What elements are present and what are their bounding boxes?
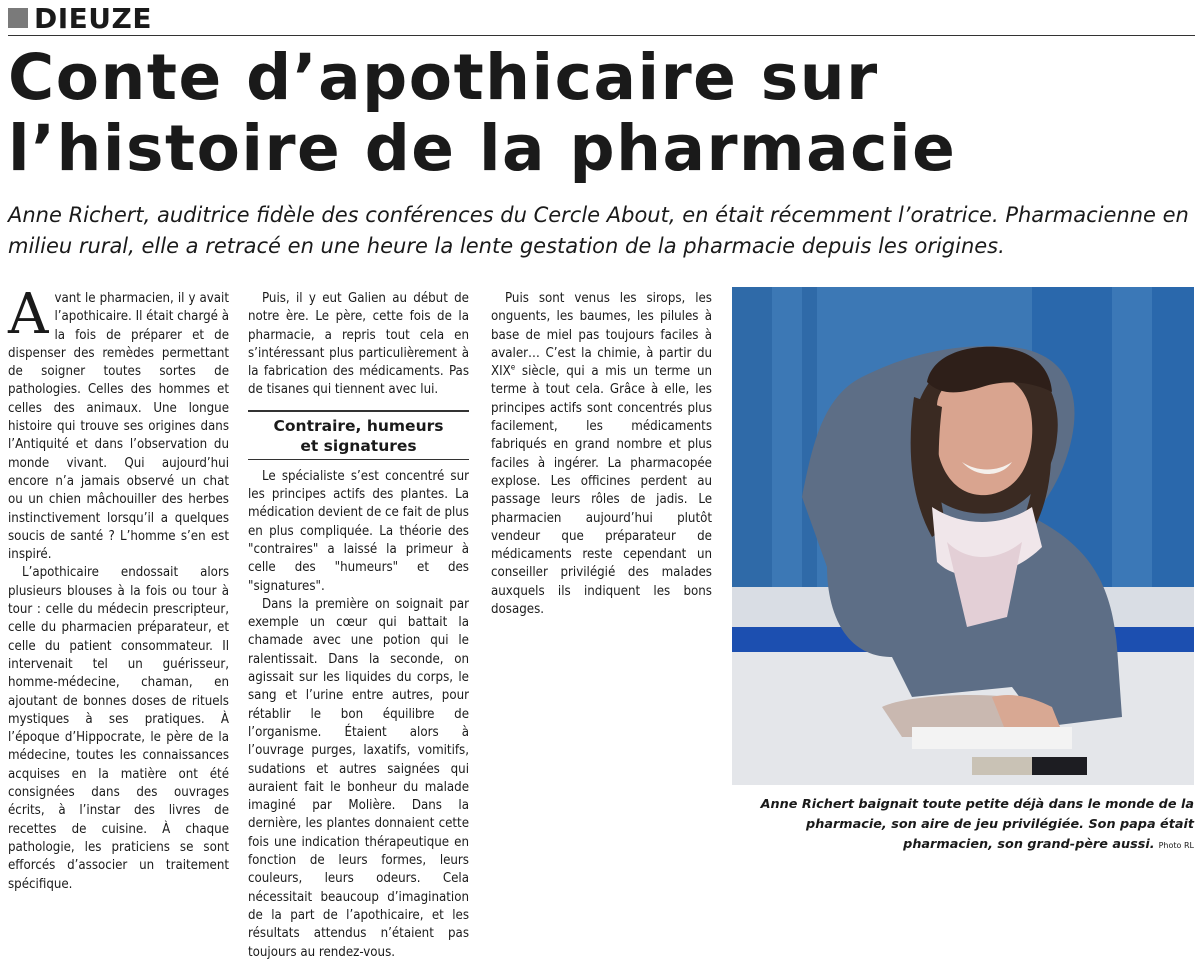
drop-cap: A xyxy=(8,282,49,347)
rubric-square-icon xyxy=(8,8,28,28)
paragraph-1-text: vant le pharmacien, il y avait l’apothicaire. Il était chargé à la fois de préparer et de dispenser des remèdes permettant de soigner toutes sortes de pathologies. Celles des hommes et celles des animaux. Une longue histoire qui trouve ses origines dans l’Antiquité et dans l’observation du monde vivant. Qui aujourd’hui encore n’a jamais observé un chat ou un chien mâchouiller des herbes instinctivement lorsqu’il a quelques soucis de santé ? L’homme s’en est inspiré. xyxy=(8,291,229,563)
article-paragraph-6 xyxy=(491,290,712,619)
subheading xyxy=(248,410,469,460)
caption-text: Anne Richert baignait toute petite déjà dans le monde de la pharmacie, son aire de jeu privilégiée. Son papa était pharmacien, son grand-père aussi. xyxy=(760,797,1194,852)
photo-credit: Photo RL xyxy=(1158,841,1194,850)
rubric-label: DIEUZE xyxy=(34,2,152,35)
photo-caption xyxy=(732,795,1194,856)
subheading-line-1: Contraire, humeurs xyxy=(273,416,444,435)
portrait-photo xyxy=(732,287,1194,785)
portrait-illustration xyxy=(732,287,1194,785)
article-paragraph-4: Le spécialiste s’est concentré sur les principes actifs des plantes. La médication devient de ce fait de plus en plus compliquée. La théorie des "contraires" a laissé la primeur à celle des "humeurs" et des "signatures". xyxy=(248,468,469,594)
superscript-e: e xyxy=(510,362,516,372)
headline-line-2: l’histoire de la pharmacie xyxy=(8,112,957,185)
paragraph-6-text-b: siècle, qui a mis un terme un terme à tout cela. Grâce à elle, les principes actifs sont concentrés plus facilement, les médicaments fabriqués en grand nombre et plus faciles à ingérer. La pharmacopée explose. Les officines perdent au passage leurs rôles de jadis. Le pharmacien aujourd’hui plutôt vendeur que préparateur de médicaments reste cependant un conseiller privilégié des malades auxquels ils indiquent les bons dosages. xyxy=(491,364,712,618)
headline xyxy=(8,42,1198,184)
article-column-3 xyxy=(491,290,712,619)
paragraph-6-text-a: Puis sont venus les sirops, les onguents, les baumes, les pilules à base de miel pas toujours faciles à avaler… C’est la chimie, à partir du XIX xyxy=(491,291,712,380)
article-paragraph-1 xyxy=(8,282,229,564)
article-paragraph-3: Puis, il y eut Galien au début de notre ère. Le père, cette fois de la pharmacie, a repris tout cela en s’intéressant plus particulièrement à la fabrication des médicaments. Pas de tisanes qui tiennent avec lui. xyxy=(248,291,469,398)
article-column-1 xyxy=(8,282,229,894)
article-column-2 xyxy=(248,290,469,962)
lead-paragraph: Anne Richert, auditrice fidèle des conférences du Cercle About, en était récemment l’oratrice. Pharmacienne en milieu rural, elle a retracé en une heure la lente gestation de la pharmacie depuis les origines. xyxy=(8,203,1189,258)
subheading-line-2: et signatures xyxy=(300,436,417,455)
headline-line-1: Conte d’apothicaire sur xyxy=(8,41,879,114)
section-rubric xyxy=(8,3,1195,36)
article-paragraph-2: L’apothicaire endossait alors plusieurs blouses à la fois ou tour à tour : celle du médecin prescripteur, celle du pharmacien préparateur, et celle du patient consommateur. Il intervenait tel un guérisseur, homme-médecine, chaman, en ajoutant de bonnes doses de rituels mystiques à ses pratiques. À l’époque d’Hippocrate, le père de la médecine, toutes les connaissances acquises en la matière ont été consignées dans des ouvrages écrits, à l’instar des livres de recettes de cuisine. À chaque pathologie, les praticiens se sont efforcés d’associer un traitement spécifique. xyxy=(8,565,229,892)
article-paragraph-5: Dans la première on soignait par exemple un cœur qui battait la chamade avec une potion qui le ralentissait. Dans la seconde, on agissait sur les liquides du corps, le sang et l’urine entre autres, pour rétablir le bon équilibre de l’organisme. Étaient alors à l’ouvrage purges, laxatifs, vomitifs, sudations et autres saignées qui auraient fait le bonheur du malade imaginé par Molière. Dans la dernière, les plantes donnaient cette fois une indication thérapeutique en fonction de leurs formes, leurs couleurs, leurs odeurs. Cela nécessitait beaucoup d’imagination de la part de l’apothicaire, et les résultats attendus n’étaient pas toujours au rendez-vous. xyxy=(248,596,469,960)
